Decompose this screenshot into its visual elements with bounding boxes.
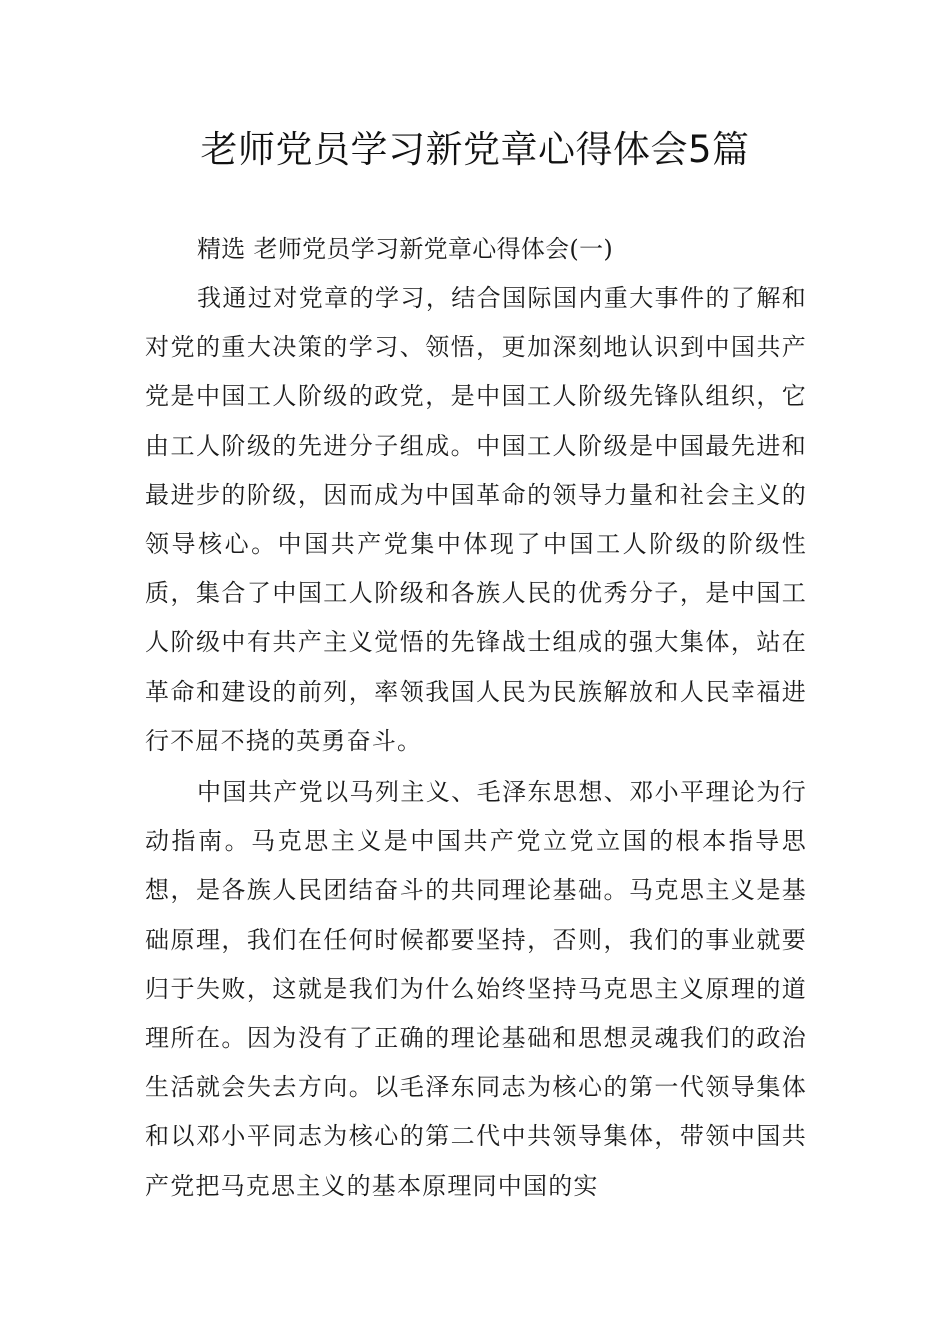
document-body [145, 225, 807, 1211]
section-subheading: 精选 老师党员学习新党章心得体会(一) [197, 235, 614, 263]
document-title: 老师党员学习新党章心得体会5篇 [200, 128, 750, 171]
body-paragraph-2: 中国共产党以马列主义、毛泽东思想、邓小平理论为行动指南。马克思主义是中国共产党立党立国的根本指导思想，是各族人民团结奋斗的共同理论基础。马克思主义是基础原理，我们在任何时候都要坚持，否则，我们的事业就要归于失败，这就是我们为什么始终坚持马克思主义原理的道理所在。因为没有了正确的理论基础和思想灵魂我们的政治生活就会失去方向。以毛泽东同志为核心的第一代领导集体和以邓小平同志为核心的第二代中共领导集体，带领中国共产党把马克思主义的基本原理同中国的实 [145, 778, 807, 1200]
body-paragraph-1: 我通过对党章的学习，结合国际国内重大事件的了解和对党的重大决策的学习、领悟，更加深刻地认识到中国共产党是中国工人阶级的政党，是中国工人阶级先锋队组织，它由工人阶级的先进分子组成。中国工人阶级是中国最先进和最进步的阶级，因而成为中国革命的领导力量和社会主义的领导核心。中国共产党集中体现了中国工人阶级的阶级性质，集合了中国工人阶级和各族人民的优秀分子，是中国工人阶级中有共产主义觉悟的先锋战士组成的强大集体，站在革命和建设的前列，率领我国人民为民族解放和人民幸福进行不屈不挠的英勇奋斗。 [145, 284, 807, 755]
